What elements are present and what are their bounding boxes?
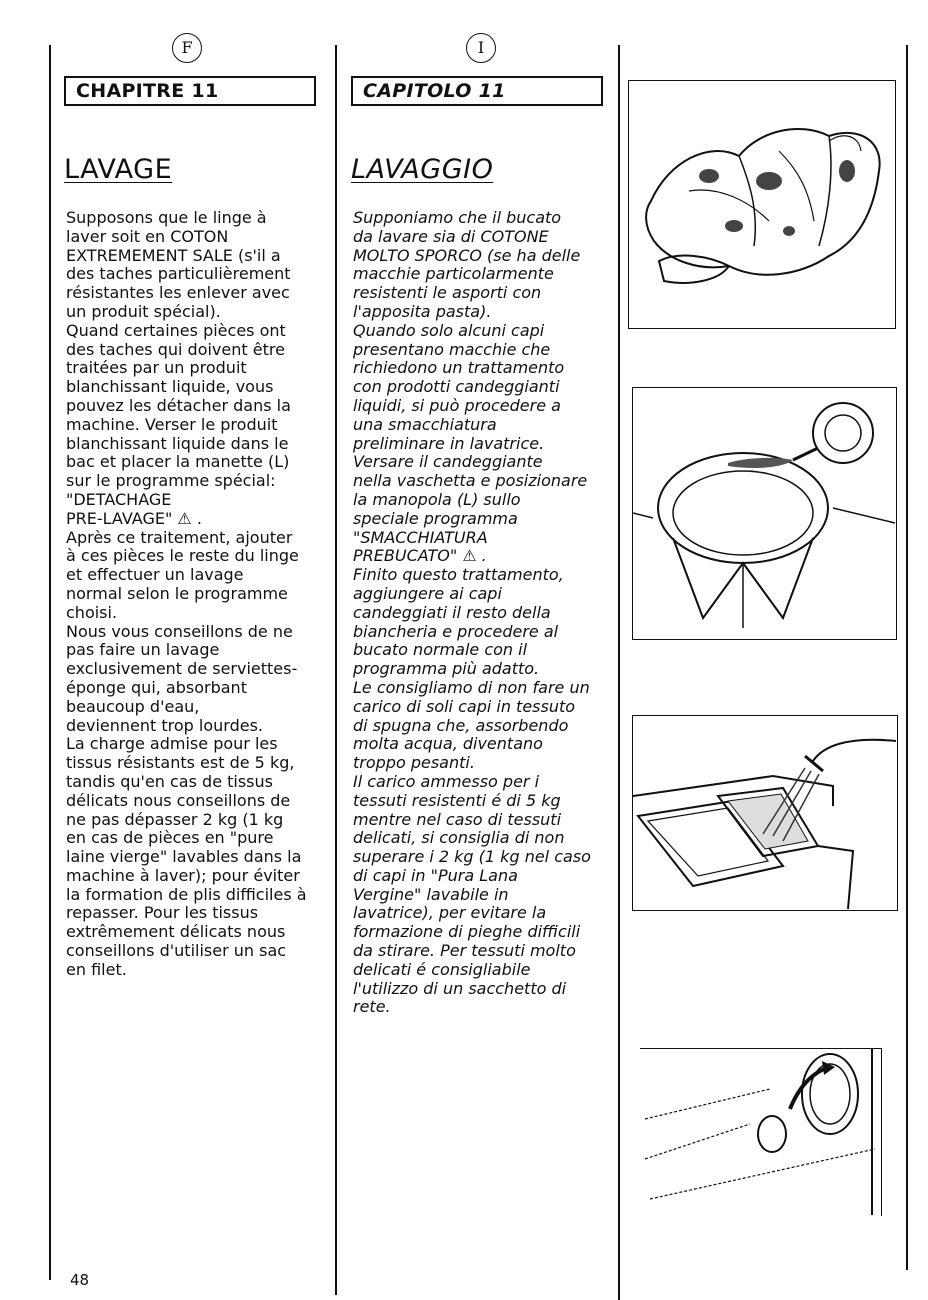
french-chapter-heading xyxy=(64,76,316,106)
italian-language-badge xyxy=(466,33,496,63)
program-knob-icon xyxy=(640,1049,880,1215)
illustration-detergent-drawer xyxy=(632,715,898,911)
center-column-rule xyxy=(335,45,337,1295)
illustration-stained-laundry xyxy=(628,80,896,329)
detergent-drawer-pour-icon xyxy=(633,716,896,909)
french-language-badge xyxy=(172,33,202,63)
page-number: 48 xyxy=(70,1271,90,1289)
stained-laundry-icon xyxy=(629,81,894,327)
french-chapter-label: CHAPITRE 11 xyxy=(76,80,219,102)
italian-section-title: LAVAGGIO xyxy=(351,154,494,185)
french-body-text: Supposons que le linge à laver soit en COTON EXTREMEMENT SALE (s'il a des taches particulièrement résistantes les enlever avec un produit spécial). Quand certaines pièces ont des taches qui doivent être traitées par un produit blanchissant liquide, vous pouvez les détacher dans la machine. Verser le produit blanchissant liquide dans le bac et placer la manette (L) sur le programme spécial: "DETACHAGE PRE-LAVAGE" ⚠ . Après ce traitement, ajouter à ces pièces le reste du linge et effectuer un lavage normal selon le programme choisi. Nous vous conseillons de ne pas faire un lavage exclusivement de serviettes- éponge qui, absorbant beaucoup d'eau, deviennent trop lourdes. La charge admise pour les tissus résistants est de 5 kg, tandis qu'en cas de tissus délicats nous conseillons de ne pas dépasser 2 kg (1 kg en cas de pièces en "pure laine vierge" lavables dans la machine à laver); pour éviter la formation de plis difficiles à repasser. Pour les tissus extrêmement délicats nous conseillons d'utiliser un sac en filet. xyxy=(66,208,307,979)
french-language-letter: F xyxy=(181,38,193,57)
italian-chapter-label: CAPITOLO 11 xyxy=(363,80,506,102)
illustration-bleach-on-collar xyxy=(632,387,897,640)
italian-body-text: Supponiamo che il bucato da lavare sia di COTONE MOLTO SPORCO (se ha delle macchie particolarmente resistenti le asporti con l'apposita pasta). Quando solo alcuni capi presentano macchie che richiedono un trattamento con prodotti candeggianti liquidi, si può procedere a una smacchiatura preliminare in lavatrice. Versare il candeggiante nella vaschetta e posizionare la manopola (L) sullo speciale programma "SMACCHIATURA PREBUCATO" ⚠ . Finito questo trattamento, aggiungere ai capi candeggiati il resto della biancheria e procedere al bucato normale con il programma più adatto. Le consigliamo di non fare un carico di soli capi in tessuto di spugna che, assorbendo molta acqua, diventano troppo pesanti. Il carico ammesso per i tessuti resistenti é di 5 kg mentre nel caso di tessuti delicati, si consiglia di non superare i 2 kg (1 kg nel caso di capi in "Pura Lana Vergine" lavabile in lavatrice), per evitare la formazione di pieghe difficili da stirare. Per tessuti molto delicati é consigliabile l'utilizzo di un sacchetto di rete. xyxy=(353,208,591,1017)
left-margin-rule xyxy=(49,45,51,1280)
italian-chapter-heading xyxy=(351,76,603,106)
right-column-rule xyxy=(618,45,620,1300)
right-margin-rule xyxy=(906,45,908,1270)
italian-language-letter: I xyxy=(477,38,485,57)
french-section-title: LAVAGE xyxy=(64,154,173,185)
illustration-program-knob xyxy=(640,1048,882,1216)
bleach-on-collar-icon xyxy=(633,388,895,638)
